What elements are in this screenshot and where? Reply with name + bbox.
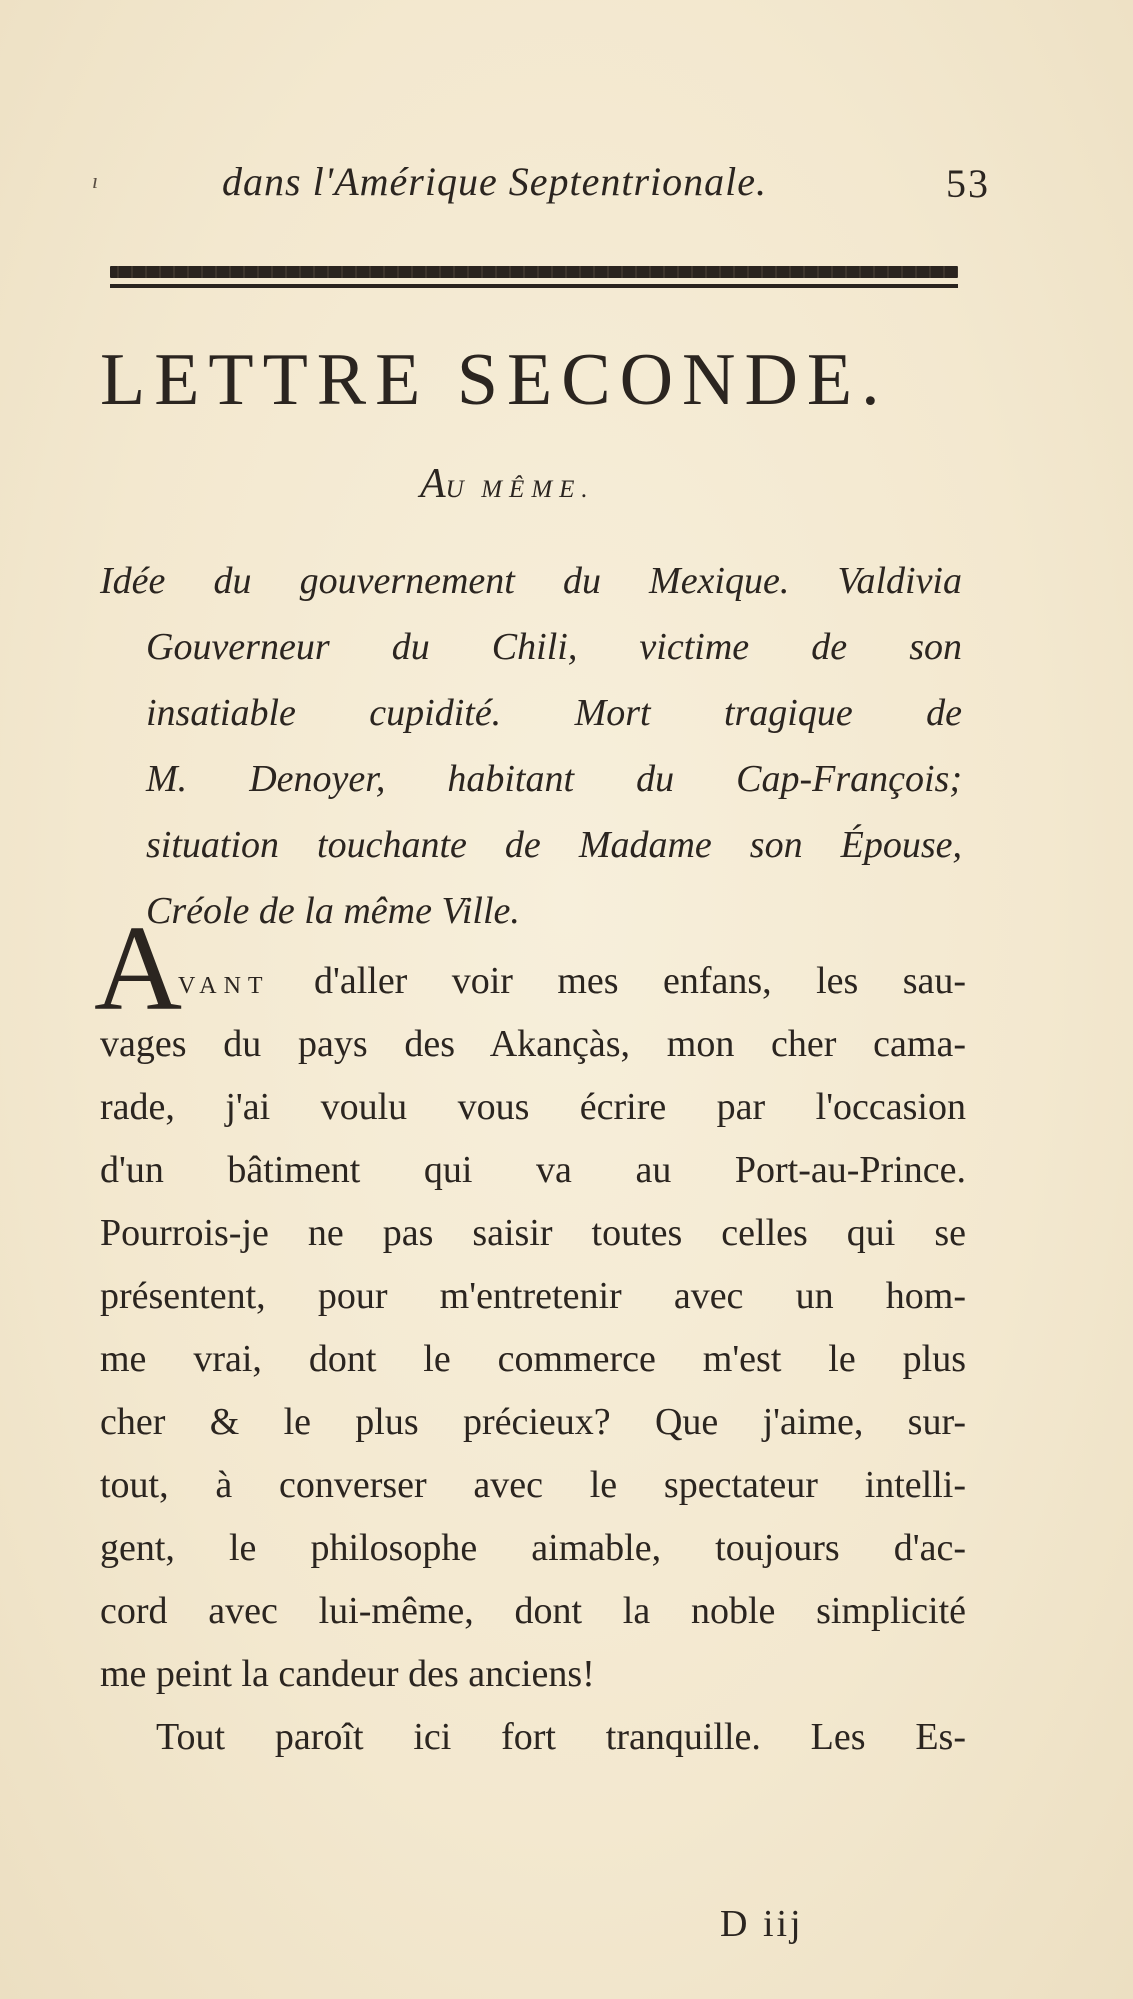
- body-line: tout, à converser avec le spectateur intelli-: [100, 1464, 966, 1506]
- opening-rest: d'aller voir mes enfans, les sau-: [313, 960, 967, 1002]
- body-line: vages du pays des Akançàs, mon cher cama-: [100, 1023, 966, 1065]
- addressee-first-rest: U: [445, 476, 471, 503]
- running-head: [92, 158, 990, 218]
- body-line: cher & le plus précieux? Que j'aime, sur-: [100, 1401, 966, 1443]
- summary-line: M. Denoyer, habitant du Cap-François;: [146, 758, 962, 800]
- running-head-title: dans l'Amérique Septentrionale.: [222, 159, 768, 204]
- summary-line: Gouverneur du Chili, victime de son: [146, 626, 962, 668]
- summary-line: insatiable cupidité. Mort tragique de: [146, 692, 962, 734]
- body-line: cord avec lui-même, dont la noble simplicité: [100, 1590, 966, 1632]
- summary-line: Idée du gouvernement du Mexique. Valdivia: [100, 560, 962, 602]
- addressee-second: MÊME.: [481, 476, 595, 503]
- drop-cap: A: [94, 901, 183, 1036]
- summary-line: situation touchante de Madame son Épouse,: [146, 824, 962, 866]
- body-line: présentent, pour m'entretenir avec un hom-: [100, 1275, 966, 1317]
- body-line: gent, le philosophe aimable, toujours d'ac-: [100, 1527, 966, 1569]
- summary-line: Créole de la même Ville.: [146, 890, 520, 932]
- thick-rule: [110, 266, 958, 278]
- margin-mark: ı: [92, 168, 99, 193]
- chapter-summary: [100, 548, 962, 944]
- body-line: me peint la candeur des anciens!: [100, 1653, 595, 1695]
- body-line: rade, j'ai voulu vous écrire par l'occasion: [100, 1086, 966, 1128]
- letter-title: LETTRE SECONDE.: [100, 339, 889, 421]
- page-number: 53: [946, 161, 990, 206]
- body-line-new-paragraph: Tout paroît ici fort tranquille. Les Es-: [156, 1716, 966, 1758]
- addressee-initial: A: [420, 461, 446, 507]
- opening-smallcaps: VANT: [178, 973, 270, 999]
- body-line: me vrai, dont le commerce m'est le plus: [100, 1338, 966, 1380]
- header-rule: [110, 266, 958, 292]
- body-line: d'un bâtiment qui va au Port-au-Prince.: [100, 1149, 966, 1191]
- signature-mark: D iij: [720, 1903, 804, 1945]
- thin-rule: [110, 284, 958, 288]
- body-line: Pourrois-je ne pas saisir toutes celles qui se: [100, 1212, 966, 1254]
- addressee: [420, 460, 595, 508]
